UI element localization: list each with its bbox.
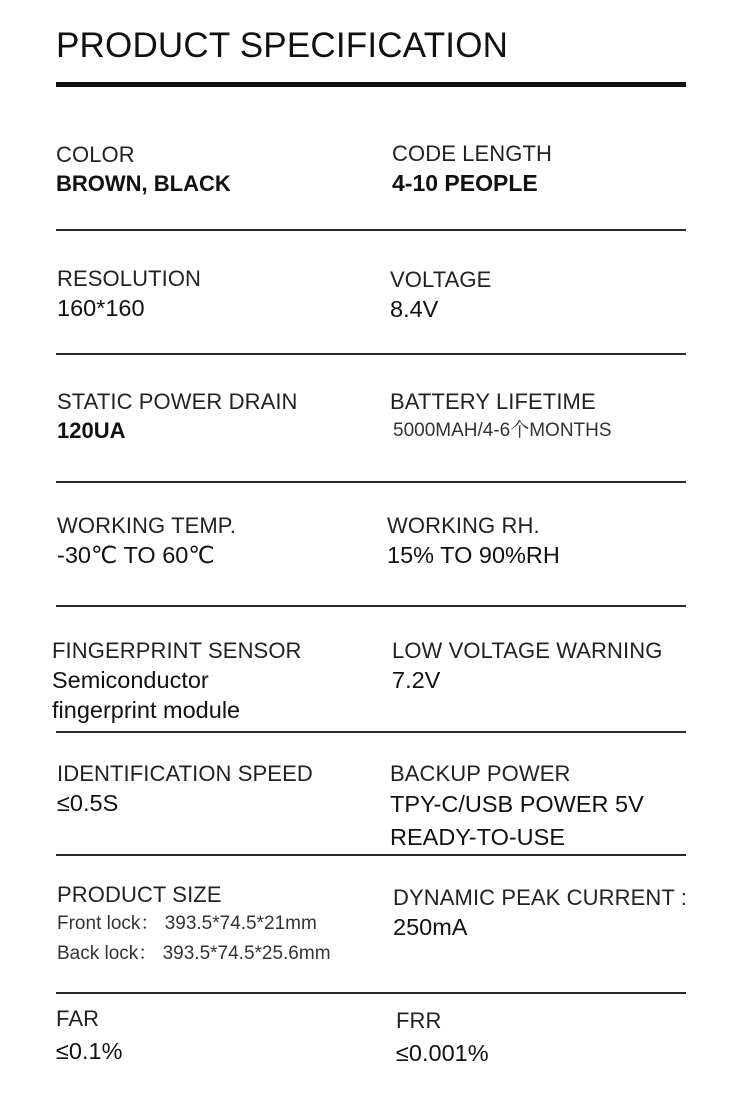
title-divider bbox=[56, 82, 686, 87]
spec-value: 5000MAH/4-6个MONTHS bbox=[393, 420, 612, 441]
spec-value: 120UA bbox=[57, 418, 126, 443]
spec-battery-lifetime bbox=[390, 388, 612, 446]
spec-value: 8.4V bbox=[390, 296, 439, 322]
spec-label: WORKING TEMP. bbox=[57, 513, 236, 538]
spec-value: ≤0.5S bbox=[57, 790, 119, 816]
spec-label: BACKUP POWER bbox=[390, 761, 571, 786]
row-divider bbox=[56, 605, 686, 607]
spec-label: STATIC POWER DRAIN bbox=[57, 389, 298, 414]
spec-dynamic-peak-current bbox=[393, 884, 687, 942]
spec-label: WORKING RH. bbox=[387, 513, 540, 538]
row-divider bbox=[56, 992, 686, 994]
row-divider bbox=[56, 481, 686, 483]
page-title: PRODUCT SPECIFICATION bbox=[56, 26, 509, 65]
spec-far bbox=[56, 1005, 122, 1066]
spec-label: IDENTIFICATION SPEED bbox=[57, 761, 313, 786]
spec-fingerprint-sensor bbox=[52, 637, 302, 725]
spec-value: 160*160 bbox=[57, 295, 145, 321]
spec-resolution bbox=[57, 265, 201, 323]
spec-value-line2: fingerprint module bbox=[52, 697, 241, 723]
spec-label: RESOLUTION bbox=[57, 266, 202, 291]
spec-color bbox=[56, 141, 231, 199]
spec-static-power-drain bbox=[57, 388, 298, 446]
spec-working-temp bbox=[57, 512, 236, 570]
spec-code-length bbox=[392, 140, 552, 198]
spec-value-line2: Back lock： 393.5*74.5*25.6mm bbox=[57, 943, 331, 964]
spec-label: DYNAMIC PEAK CURRENT : bbox=[393, 885, 687, 910]
spec-value-line2: READY-TO-USE bbox=[390, 824, 565, 850]
spec-label: FRR bbox=[396, 1008, 442, 1033]
spec-working-rh bbox=[387, 512, 560, 570]
spec-label: CODE LENGTH bbox=[392, 141, 553, 166]
spec-value: 250mA bbox=[393, 914, 468, 940]
spec-label: BATTERY LIFETIME bbox=[390, 389, 596, 414]
spec-label: LOW VOLTAGE WARNING bbox=[392, 638, 663, 663]
spec-frr bbox=[396, 1007, 489, 1068]
spec-value: ≤0.1% bbox=[56, 1038, 123, 1064]
spec-voltage bbox=[390, 266, 491, 324]
row-divider bbox=[56, 353, 686, 355]
spec-value: BROWN, BLACK bbox=[56, 171, 231, 196]
spec-value: 4-10 PEOPLE bbox=[392, 170, 538, 196]
spec-low-voltage-warning bbox=[392, 637, 662, 695]
spec-label: COLOR bbox=[56, 142, 135, 167]
spec-value: -30℃ TO 60℃ bbox=[57, 542, 215, 568]
spec-label: FAR bbox=[56, 1006, 100, 1031]
spec-product-size bbox=[57, 881, 331, 969]
row-divider bbox=[56, 854, 686, 856]
spec-value-line1: Semiconductor bbox=[52, 667, 209, 693]
spec-identification-speed bbox=[57, 760, 313, 818]
spec-backup-power bbox=[390, 760, 644, 854]
spec-value-line1: Front lock： 393.5*74.5*21mm bbox=[57, 913, 317, 934]
spec-value: 15% TO 90%RH bbox=[387, 542, 560, 568]
spec-label: VOLTAGE bbox=[390, 267, 492, 292]
spec-value-line1: TPY-C/USB POWER 5V bbox=[390, 791, 644, 817]
spec-value: ≤0.001% bbox=[396, 1040, 489, 1066]
row-divider bbox=[56, 229, 686, 231]
spec-label: PRODUCT SIZE bbox=[57, 882, 222, 907]
spec-value: 7.2V bbox=[392, 667, 441, 693]
row-divider bbox=[56, 731, 686, 733]
spec-label: FINGERPRINT SENSOR bbox=[52, 638, 302, 663]
